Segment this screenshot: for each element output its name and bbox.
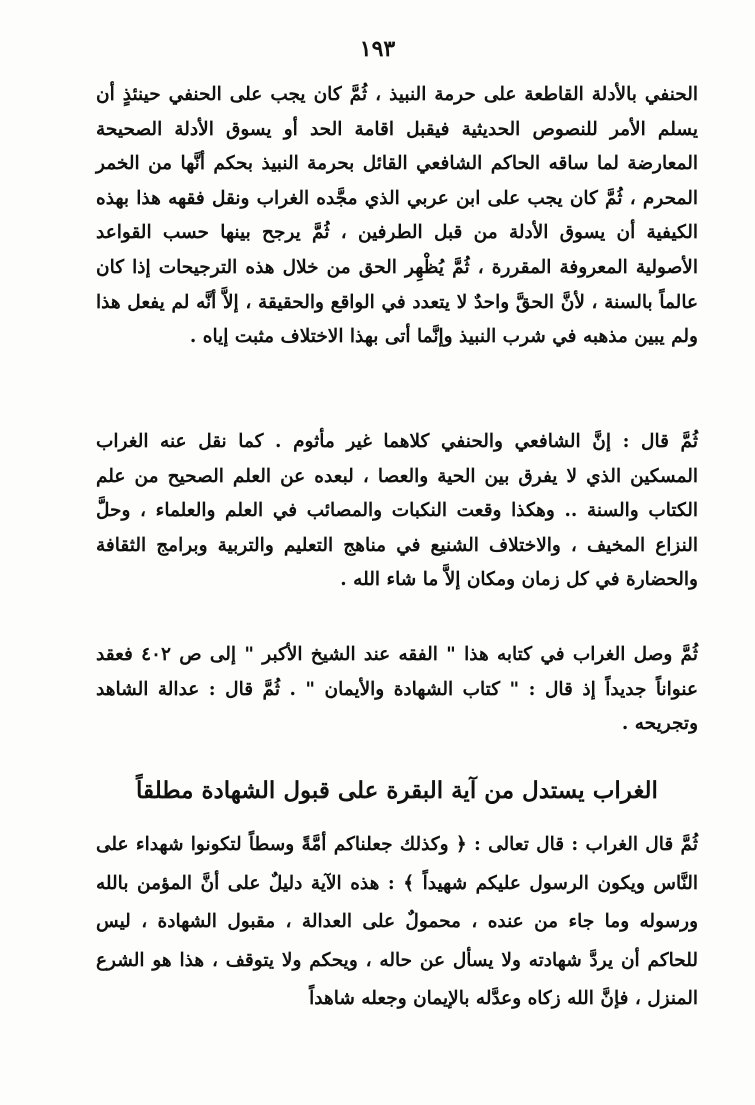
paragraph-1: الحنفي بالأدلة القاطعة على حرمة النبيذ ، ثُمَّ كان يجب على الحنفي حينئذٍ أن يسلم الأمر للنصوص الحديثية فيقبل اقامة الحد أو يسوق الأدلة الصحيحة المعارضة لما ساقه الحاكم الشافعي القائل بحرمة النبيذ بحكم أنَّها من الخمر المحرم ، ثُمَّ كان يجب على ابن عربي الذي مجَّده الغراب ونقل فقهه هذا بهذه الكيفية أن يسوق الأدلة من قبل الطرفين ، ثُمَّ يرجح بينها حسب القواعد الأصولية المعروفة المقررة ، ثُمَّ يُظْهِر الحق من خلال هذه الترجيحات إذا كان عالماً بالسنة ، لأنَّ الحقَّ واحدٌ لا يتعدد في الواقع والحقيقة ، إلاَّ أنَّه لم يفعل هذا ولم يبين مذهبه في شرب النبيذ وإنَّما أتى بهذا الاختلاف مثبت إياه . [96,84,698,348]
paragraph-4: ثُمَّ قال الغراب : قال تعالى : ﴿ وكذلك جعلناكم أمَّةً وسطاً لتكونوا شهداء على النَّاس ويكون الرسول عليكم شهيداً ﴾ : هذه الآية دليلٌ على أنَّ المؤمن بالله ورسوله وما جاء من عنده ، محمولٌ على العدالة ، مقبول الشهادة ، ليس للحاكم أن يردَّ شهادته ولا يسأل عن حاله ، ويحكم ولا يتوقف ، هذا هو الشرع المنزل ، فإنَّ الله زكاه وعدَّله بالإيمان وجعله شاهداً [96,834,698,1009]
paragraph-2: ثُمَّ قال : إنَّ الشافعي والحنفي كلاهما غير مأثوم . كما نقل عنه الغراب المسكين الذي لا يفرق بين الحية والعصا ، لبعده عن العلم الصحيح من علم الكتاب والسنة .. وهكذا وقعت النكبات والمصائب في العلم والعلماء ، وحلَّ النزاع المخيف ، والاختلاف الشنيع في مناهج التعليم والتربية وبرامج الثقافة والحضارة في كل زمان ومكان إلاَّ ما شاء الله . [96,431,698,591]
page-number: ١٩٣ [359,36,396,62]
paragraph-3: ثُمَّ وصل الغراب في كتابه هذا " الفقه عند الشيخ الأكبر " إلى ص ٤٠٢ فعقد عنواناً جديداً إذ قال : " كتاب الشهادة والأيمان " . ثُمَّ قال : عدالة الشاهد وتجريحه . [96,644,699,735]
section-heading: الغراب يستدل من آية البقرة على قبول الشهادة مطلقاً [136,777,658,804]
